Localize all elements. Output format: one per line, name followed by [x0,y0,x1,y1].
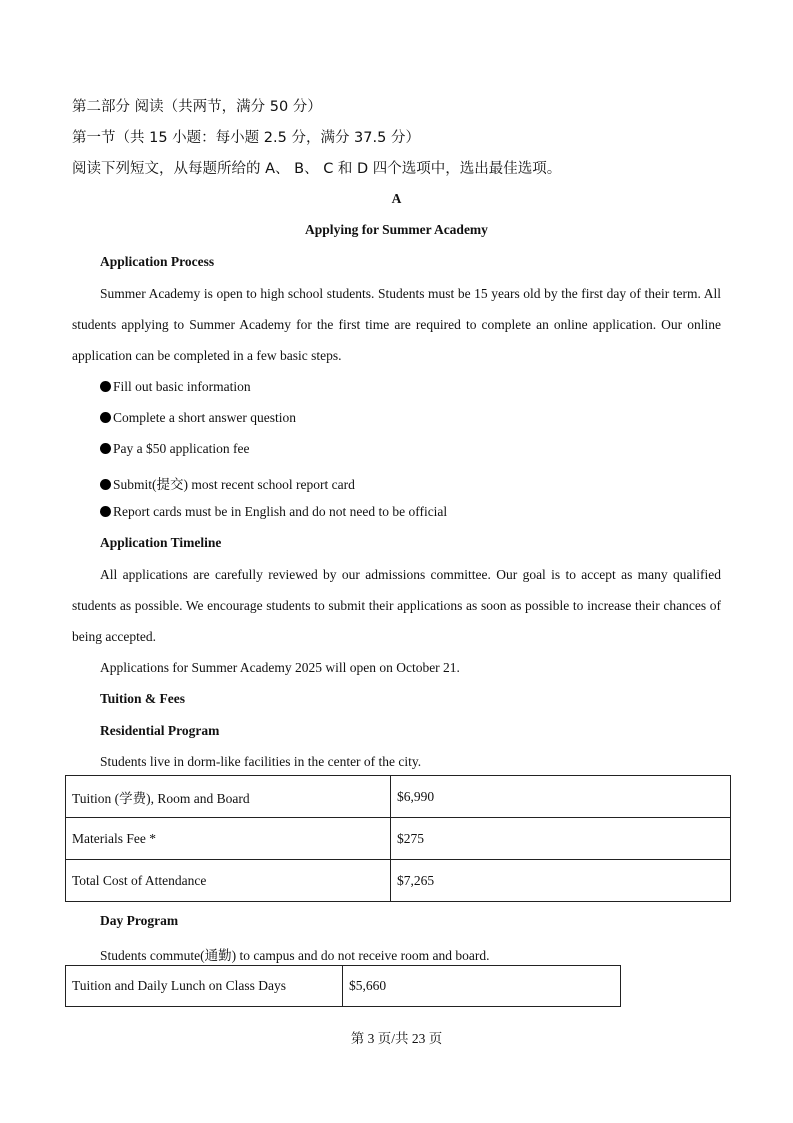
residential-heading: Residential Program [100,723,220,738]
instruction-text: 阅读下列短文，从每题所给的 A、 B、 C 和 D 四个选项中，选出最佳选项。 [72,161,562,177]
residential-fee-table [65,775,731,902]
residential-description: Students live in dorm-like facilities in the center of the city. [100,754,422,769]
process-heading: Application Process [100,254,215,269]
page-number: 第 3 页/共 23 页 [350,1031,443,1046]
bullet-item: Report cards must be in English and do not need to be official [100,504,447,520]
part-heading: 第二部分 阅读（共两节，满分 50 分） [72,99,322,115]
table-row [66,818,731,860]
fee-item-cell: Materials Fee * [66,818,391,860]
bullet-dot-icon [100,443,111,454]
day-program-description: Students commute(通勤) to campus and do not receive room and board. [100,948,490,963]
table-row [66,776,731,818]
fee-cost-cell: $5,660 [343,966,621,1007]
day-fee-table [65,965,621,1007]
fee-cost-cell: $275 [391,818,731,860]
bullet-dot-icon [100,506,111,517]
table-row [66,860,731,902]
table-row [66,966,621,1007]
fee-cost-cell: $6,990 [391,776,731,818]
fee-item-cell: Tuition (学费), Room and Board [66,776,391,818]
fee-cost-cell: $7,265 [391,860,731,902]
day-program-heading: Day Program [100,913,179,928]
timeline-heading: Application Timeline [100,535,222,550]
passage-title: Applying for Summer Academy [305,222,488,237]
open-date-text: Applications for Summer Academy 2025 will open on October 21. [100,660,460,675]
section-heading: 第一节（共 15 小题：每小题 2.5 分，满分 37.5 分） [72,130,420,146]
bullet-item: Complete a short answer question [100,410,296,426]
process-paragraph: Summer Academy is open to high school students. Students must be 15 years old by the first day of their term. All students applying to Summer Academy for the first time are required to complete an online application. Our online application can be completed in a few basic steps. [72,286,721,364]
bullet-item: Pay a $50 application fee [100,441,249,457]
fee-item-cell: Tuition and Daily Lunch on Class Days [66,966,343,1007]
timeline-paragraph: All applications are carefully reviewed by our admissions committee. Our goal is to accept as many qualified students as possible. We encourage students to submit their applications as soon as possible to increase their chances of being accepted. [72,567,721,645]
fee-item-cell: Total Cost of Attendance [66,860,391,902]
bullet-item: Submit(提交) most recent school report card [100,473,355,493]
bullet-dot-icon [100,412,111,423]
bullet-dot-icon [100,479,111,490]
tuition-heading: Tuition & Fees [100,691,186,706]
bullet-dot-icon [100,381,111,392]
bullet-item: Fill out basic information [100,379,251,395]
passage-letter: A [391,191,402,206]
